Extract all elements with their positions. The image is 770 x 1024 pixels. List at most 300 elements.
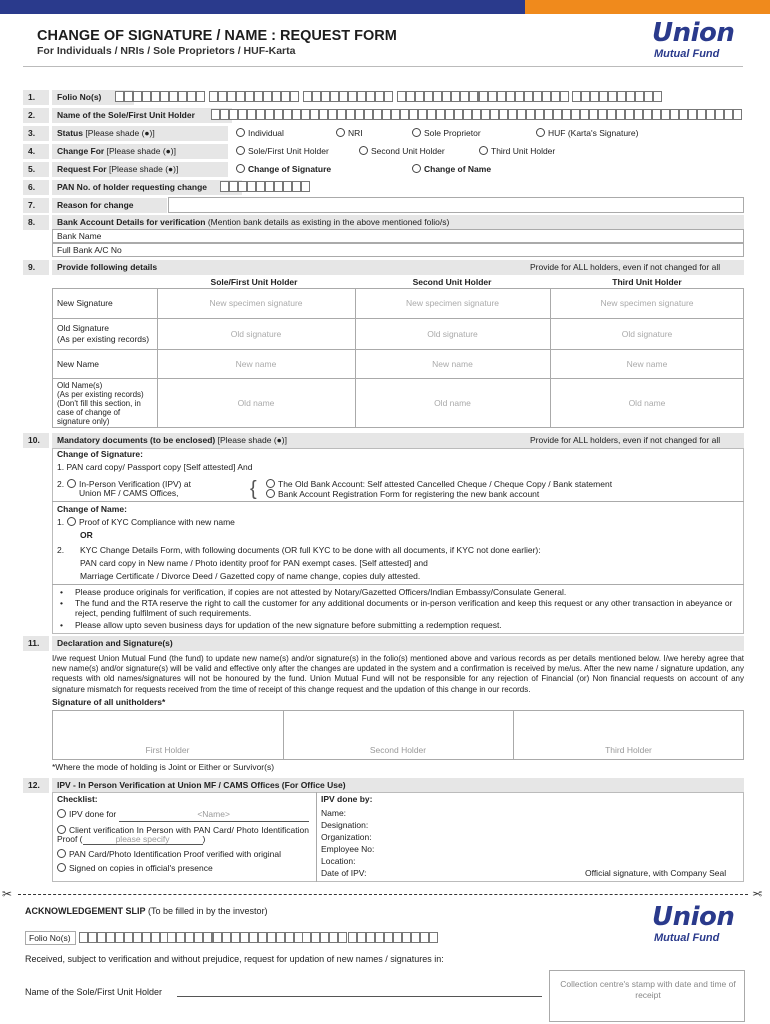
char-box[interactable] [310,109,319,120]
char-box[interactable] [256,109,265,120]
char-box[interactable] [220,109,229,120]
option-label: IPV done for [69,809,119,819]
char-box[interactable] [517,109,526,120]
new-signature-third-cell[interactable]: New specimen signature [600,298,694,308]
id-proof-field[interactable]: please specify [83,835,203,845]
char-box[interactable] [553,109,562,120]
name-doc-1-num: 1. [57,517,65,527]
char-box[interactable] [366,932,375,943]
pan-label: PAN No. of holder requesting change [52,180,242,195]
radio-circle-icon [266,479,275,488]
char-box[interactable] [442,91,451,102]
char-box[interactable] [169,91,178,102]
bank-registration-checkbox[interactable] [266,488,539,501]
char-box[interactable] [427,109,436,120]
char-box[interactable] [211,109,220,120]
char-box[interactable] [451,91,460,102]
char-box[interactable] [420,932,429,943]
brace-icon: { [250,478,257,500]
bullet-text: Please allow upto seven business days for updation of the new signature before submitting a redemption request. [75,620,502,630]
char-box[interactable] [418,109,427,120]
radio-circle-icon [479,146,488,155]
char-box[interactable] [339,91,348,102]
char-box[interactable] [283,109,292,120]
char-box[interactable] [115,91,124,102]
logo-text-union: Union [652,18,735,48]
char-box[interactable] [382,109,391,120]
option-label: Second Unit Holder [371,146,445,156]
char-box[interactable] [599,91,608,102]
char-box[interactable] [589,109,598,120]
char-box[interactable] [151,91,160,102]
bullet-icon: • [60,598,63,608]
char-box[interactable] [506,91,515,102]
char-box[interactable] [267,932,276,943]
ipv-label: IPV - In Person Verification at Union MF / CAMS Offices (For Office Use) [52,778,744,793]
row-pan [23,180,744,195]
checklist-label: Checklist: [57,794,98,804]
row-number: 7. [23,198,50,213]
request-for-label-hint: [Please shade (●)] [106,164,179,174]
radio-circle-icon [236,128,245,137]
char-box[interactable] [106,932,115,943]
char-box[interactable] [203,932,212,943]
char-box[interactable] [142,91,151,102]
char-box[interactable] [247,181,256,192]
row-number: 8. [23,215,50,230]
char-box[interactable] [581,91,590,102]
char-box[interactable] [433,91,442,102]
char-box[interactable] [312,91,321,102]
cut-line [18,894,748,895]
table-divider [52,378,744,379]
char-box[interactable] [526,109,535,120]
holding-footnote: *Where the mode of holding is Joint or Either or Survivor(s) [52,762,275,772]
char-box[interactable] [256,181,265,192]
char-box[interactable] [290,91,299,102]
char-box[interactable] [445,109,454,120]
char-box[interactable] [88,932,97,943]
char-box[interactable] [302,932,311,943]
old-signature-second-cell[interactable]: Old signature [427,329,478,339]
char-box[interactable] [265,109,274,120]
old-signature-label: Old Signature (As per existing records) [57,323,150,344]
old-name-first-cell[interactable]: Old name [237,398,275,408]
logo-text-union: Union [652,902,735,932]
old-name-second-cell[interactable]: Old name [434,398,471,408]
char-box[interactable] [97,932,106,943]
char-box[interactable] [151,932,160,943]
char-box[interactable] [490,109,499,120]
provide-details-note: Provide for ALL holders, even if not changed for all [530,262,721,272]
char-box[interactable] [79,932,88,943]
char-box[interactable] [178,91,187,102]
char-box[interactable] [160,91,169,102]
char-box[interactable] [670,109,679,120]
char-box[interactable] [218,91,227,102]
sig-doc-2-num: 2. [57,479,65,489]
char-box[interactable] [590,91,599,102]
option-label: Sole/First Unit Holder [248,146,329,156]
second-holder-signature[interactable]: Second Holder [369,745,427,755]
char-box[interactable] [508,109,517,120]
char-box[interactable] [415,91,424,102]
char-box[interactable] [258,932,267,943]
char-box[interactable] [424,91,433,102]
change-for-label-bold: Change For [57,146,105,156]
folio-label: Folio No(s) [52,90,134,105]
scissors-icon: ✂ [2,887,13,901]
section-divider [52,501,744,502]
row-request-for [23,162,744,177]
char-box[interactable] [133,91,142,102]
char-box[interactable] [229,181,238,192]
row-number: 11. [23,636,50,651]
mandatory-docs-note: Provide for ALL holders, even if not changed for all [530,435,721,445]
col-header-third: Third Unit Holder [612,277,682,287]
char-box[interactable] [133,932,142,943]
signed-copies-checkbox[interactable] [57,862,213,875]
char-box[interactable] [515,91,524,102]
status-sole-proprietor-radio[interactable] [412,127,481,140]
status-label [52,126,228,141]
char-box[interactable] [524,91,533,102]
new-signature-second-cell[interactable]: New specimen signature [405,298,500,308]
new-name-third-cell[interactable]: New name [626,359,668,369]
char-box[interactable] [320,932,329,943]
char-box[interactable] [272,91,281,102]
logo-text-mutual-fund: Mutual Fund [654,48,720,60]
char-box[interactable] [196,91,205,102]
char-box[interactable] [497,91,506,102]
char-box[interactable] [481,109,490,120]
char-box[interactable] [661,109,670,120]
char-box[interactable] [227,91,236,102]
char-box[interactable] [652,109,661,120]
marriage-cert-text: Marriage Certificate / Divorce Deed / Gazetted copy of name change, copies duly attested. [80,571,421,581]
char-box[interactable] [724,109,733,120]
reason-label: Reason for change [52,198,167,213]
char-box[interactable] [209,91,218,102]
change-name-title: Change of Name: [57,504,127,514]
bullet-icon: • [60,587,63,597]
old-name-label: Old Name(s) (As per existing records) (Don't fill this section, in case of change of signature only) [57,381,144,426]
char-box[interactable] [366,91,375,102]
bank-name-label: Bank Name [57,231,102,241]
char-box[interactable] [319,109,328,120]
char-box[interactable] [142,932,151,943]
row-number: 10. [23,433,50,448]
char-box[interactable] [616,109,625,120]
char-box[interactable] [124,91,133,102]
char-box[interactable] [176,932,185,943]
kyc-proof-checkbox[interactable] [67,516,235,529]
pan-verified-checkbox[interactable] [57,848,281,861]
char-box[interactable] [572,91,581,102]
ipv-organization-label: Organization: [321,832,372,842]
radio-circle-icon [412,128,421,137]
char-box[interactable] [285,932,294,943]
request-change-name-radio[interactable] [412,163,491,176]
char-box[interactable] [409,109,418,120]
row-number: 3. [23,126,50,141]
char-box[interactable] [626,91,635,102]
col-header-second: Second Unit Holder [412,277,492,287]
char-box[interactable] [375,91,384,102]
char-box[interactable] [167,932,176,943]
request-change-signature-radio[interactable] [236,163,331,176]
union-logo [652,18,752,64]
char-box[interactable] [391,109,400,120]
char-box[interactable] [644,91,653,102]
char-box[interactable] [533,91,542,102]
char-box[interactable] [406,91,415,102]
change-for-third-holder-radio[interactable] [479,145,555,158]
old-name-third-cell[interactable]: Old name [628,398,666,408]
provide-details-label: Provide following details [52,260,744,275]
char-box[interactable] [625,109,634,120]
col-header-first: Sole/First Unit Holder [210,277,298,287]
change-for-label-hint: [Please shade (●)] [104,146,176,156]
new-name-second-cell[interactable]: New name [432,359,473,369]
char-box[interactable] [254,91,263,102]
char-box[interactable] [220,181,229,192]
char-box[interactable] [499,109,508,120]
char-box[interactable] [429,932,438,943]
row-number: 4. [23,144,50,159]
char-box[interactable] [321,91,330,102]
char-box[interactable] [303,91,312,102]
change-for-second-holder-radio[interactable] [359,145,445,158]
char-box[interactable] [544,109,553,120]
ipv-name-field[interactable]: <Name> [119,808,309,822]
scissors-icon: ✂ [752,887,763,901]
ack-name-field[interactable] [177,996,542,997]
char-box[interactable] [653,91,662,102]
char-box[interactable] [542,91,551,102]
char-box[interactable] [364,109,373,120]
radio-circle-icon [67,479,76,488]
char-box[interactable] [338,932,347,943]
char-box[interactable] [402,932,411,943]
status-huf-radio[interactable] [536,127,638,140]
char-box[interactable] [598,109,607,120]
char-box[interactable] [249,932,258,943]
sig-doc-1: 1. PAN card copy/ Passport copy [Self attested] And [57,462,253,472]
char-box[interactable] [292,181,301,192]
char-box[interactable] [393,932,402,943]
ipv-designation-label: Designation: [321,820,369,830]
client-verification-checkbox[interactable]: Client verification In Person with PAN Card/ Photo Identification Proof ( please specify ) [57,825,309,844]
bullet-icon: • [60,620,63,630]
form-subtitle: For Individuals / NRIs / Sole Proprietors / HUF-Karta [37,45,296,57]
radio-circle-icon [57,863,66,872]
ipv-done-for-checkbox[interactable] [57,808,309,822]
option-label: NRI [348,128,363,138]
char-box[interactable] [231,932,240,943]
radio-circle-icon [57,809,66,818]
char-box[interactable] [697,109,706,120]
char-box[interactable] [337,109,346,120]
char-box[interactable] [375,932,384,943]
char-box[interactable] [222,932,231,943]
char-box[interactable] [329,932,338,943]
row-number: 1. [23,90,50,105]
bank-name-field[interactable] [52,229,744,243]
option-label: Change of Signature [248,164,332,174]
char-box[interactable] [265,181,274,192]
sig-doc-2-location: Union MF / CAMS Offices, [79,488,179,498]
status-individual-radio[interactable] [236,127,284,140]
char-box[interactable] [551,91,560,102]
first-holder-signature[interactable]: First Holder [145,745,190,755]
char-box[interactable] [715,109,724,120]
char-box[interactable] [115,932,124,943]
bank-account-field[interactable] [52,243,744,257]
char-box[interactable] [679,109,688,120]
char-box[interactable] [185,932,194,943]
form-title: CHANGE OF SIGNATURE / NAME : REQUEST FORM [37,28,397,44]
char-box[interactable] [488,91,497,102]
char-box[interactable] [274,109,283,120]
char-box[interactable] [124,932,133,943]
char-box[interactable] [571,109,580,120]
char-box[interactable] [411,932,420,943]
char-box[interactable] [580,109,589,120]
status-nri-radio[interactable] [336,127,363,140]
char-box[interactable] [384,91,393,102]
char-box[interactable] [247,109,256,120]
char-box[interactable] [213,932,222,943]
char-box[interactable] [281,91,290,102]
char-box[interactable] [617,91,626,102]
radio-circle-icon [57,825,66,834]
char-box[interactable] [328,109,337,120]
char-box[interactable] [346,109,355,120]
char-box[interactable] [330,91,339,102]
char-box[interactable] [479,91,488,102]
char-box[interactable] [535,109,544,120]
char-box[interactable] [460,91,469,102]
change-for-first-holder-radio[interactable] [236,145,329,158]
char-box[interactable] [240,932,249,943]
ack-name-label: Name of the Sole/First Unit Holder [25,987,163,997]
char-box[interactable] [245,91,254,102]
radio-circle-icon [57,849,66,858]
char-box[interactable] [607,109,616,120]
char-box[interactable] [384,932,393,943]
char-box[interactable] [238,181,247,192]
old-signature-third-cell[interactable]: Old signature [621,329,673,339]
name-doc-2-num: 2. [57,545,65,555]
third-holder-signature[interactable]: Third Holder [605,745,652,755]
char-box[interactable] [229,109,238,120]
char-box[interactable] [238,109,247,120]
char-box[interactable] [436,109,445,120]
char-box[interactable] [469,91,478,102]
stamp-box [549,970,745,1022]
new-signature-first-cell[interactable]: New specimen signature [209,298,303,308]
char-box[interactable] [292,109,301,120]
old-signature-first-cell[interactable]: Old signature [230,329,282,339]
char-box[interactable] [276,932,285,943]
char-box[interactable] [400,109,409,120]
radio-circle-icon [336,128,345,137]
change-for-label [52,144,228,159]
char-box[interactable] [263,91,272,102]
radio-circle-icon [67,517,76,526]
char-box[interactable] [463,109,472,120]
ack-folio-label-box [25,931,76,945]
char-box[interactable] [635,91,644,102]
ipv-date-label: Date of IPV: [321,868,367,878]
char-box[interactable] [357,91,366,102]
char-box[interactable] [236,91,245,102]
header-divider [23,66,743,67]
char-box[interactable] [397,91,406,102]
char-box[interactable] [355,109,364,120]
reason-input[interactable] [168,197,744,213]
pan-copy-text: PAN card copy in New name / Photo identity proof for PAN exempt cases. [Self attested] and [80,558,428,568]
char-box[interactable] [733,109,742,120]
char-box[interactable] [608,91,617,102]
char-box[interactable] [194,932,203,943]
char-box[interactable] [311,932,320,943]
char-box[interactable] [187,91,196,102]
char-box[interactable] [301,109,310,120]
char-box[interactable] [472,109,481,120]
stamp-label: Collection centre's stamp with date and time of receipt [560,979,736,1000]
char-box[interactable] [454,109,463,120]
char-box[interactable] [357,932,366,943]
radio-circle-icon [359,146,368,155]
char-box[interactable] [301,181,310,192]
char-box[interactable] [706,109,715,120]
char-box[interactable] [274,181,283,192]
new-name-first-cell[interactable]: New name [235,359,277,369]
option-label: HUF (Karta's Signature) [548,128,639,138]
char-box[interactable] [643,109,652,120]
ack-title [25,906,268,917]
char-box[interactable] [283,181,292,192]
radio-circle-icon [266,489,275,498]
char-box[interactable] [562,109,571,120]
or-text: OR [80,530,93,540]
declaration-label: Declaration and Signature(s) [52,636,744,651]
ack-folio-label: Folio No(s) [29,933,71,943]
bank-label-bold: Bank Account Details for verification [57,217,206,227]
char-box[interactable] [560,91,569,102]
row-bank [23,215,744,230]
logo-text-mutual-fund: Mutual Fund [654,932,720,944]
char-box[interactable] [634,109,643,120]
radio-circle-icon [412,164,421,173]
char-box[interactable] [348,91,357,102]
bank-account-label: Full Bank A/C No [57,245,122,255]
ack-received-text: Received, subject to verification and without prejudice, request for updation of new names / signatures in: [25,954,444,964]
char-box[interactable] [348,932,357,943]
section-divider [52,584,744,585]
request-for-label [52,162,228,177]
table-divider [52,318,744,319]
table-divider [52,349,744,350]
mandatory-docs-label-hint: [Please shade (●)] [215,435,287,445]
option-label: In-Person Verification (IPV) at [79,479,191,489]
char-box[interactable] [688,109,697,120]
bank-label [52,215,744,230]
option-label: Signed on copies in official's presence [69,863,213,873]
char-box[interactable] [373,109,382,120]
